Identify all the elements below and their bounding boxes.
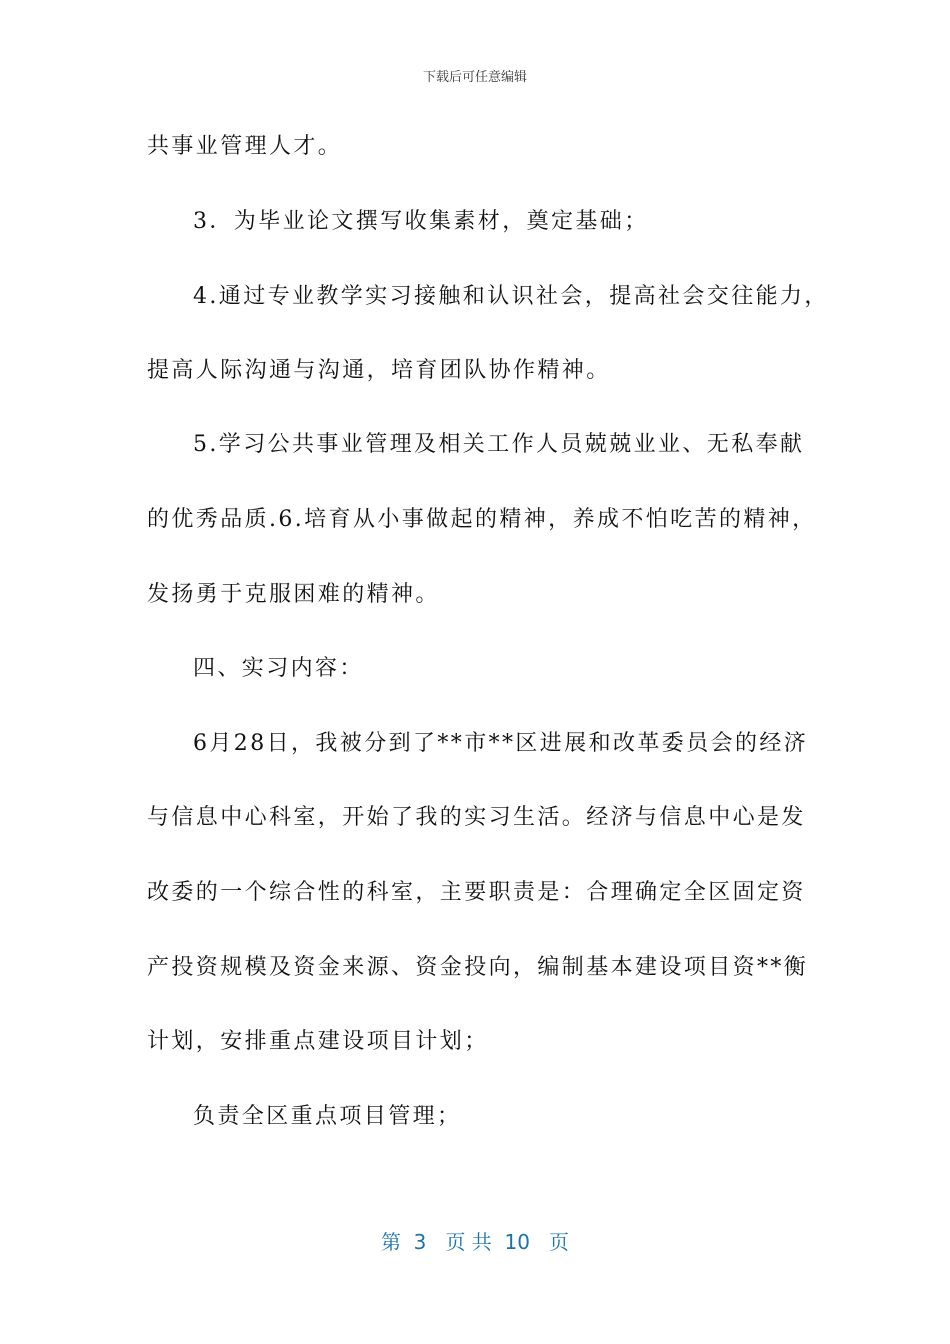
text-line-10: 与信息中心科室，开始了我的实习生活。经济与信息中心是发 xyxy=(147,805,806,830)
text-line-5: 5.学习公共事业管理及相关工作人员兢兢业业、无私奉献 xyxy=(193,432,805,457)
text-line-1: 共事业管理人才。 xyxy=(147,134,343,159)
text-line-11: 改委的一个综合性的科室，主要职责是：合理确定全区固定资 xyxy=(147,880,806,905)
page-number-footer: 第 3 页 共 10 页 xyxy=(380,1230,570,1254)
text-line-2: 3．为毕业论文撰写收集素材，奠定基础； xyxy=(193,209,649,234)
text-line-9: 6月28日，我被分到了**市**区进展和改革委员会的经济 xyxy=(193,731,809,756)
header-note: 下载后可任意编辑 xyxy=(422,70,527,85)
text-line-3: 4.通过专业教学实习接触和认识社会，提高社会交往能力， xyxy=(193,284,829,309)
text-line-7: 发扬勇于克服困难的精神。 xyxy=(147,582,440,607)
text-line-6: 的优秀品质.6.培育从小事做起的精神，养成不怕吃苦的精神， xyxy=(147,507,817,532)
text-line-4: 提高人际沟通与沟通，培育团队协作精神。 xyxy=(147,358,611,383)
text-line-14: 负责全区重点项目管理； xyxy=(193,1104,462,1129)
text-line-13: 计划，安排重点建设项目计划； xyxy=(147,1029,489,1054)
section-heading: 四、实习内容： xyxy=(193,656,364,681)
text-line-12: 产投资规模及资金来源、资金投向，编制基本建设项目资**衡 xyxy=(147,955,809,980)
